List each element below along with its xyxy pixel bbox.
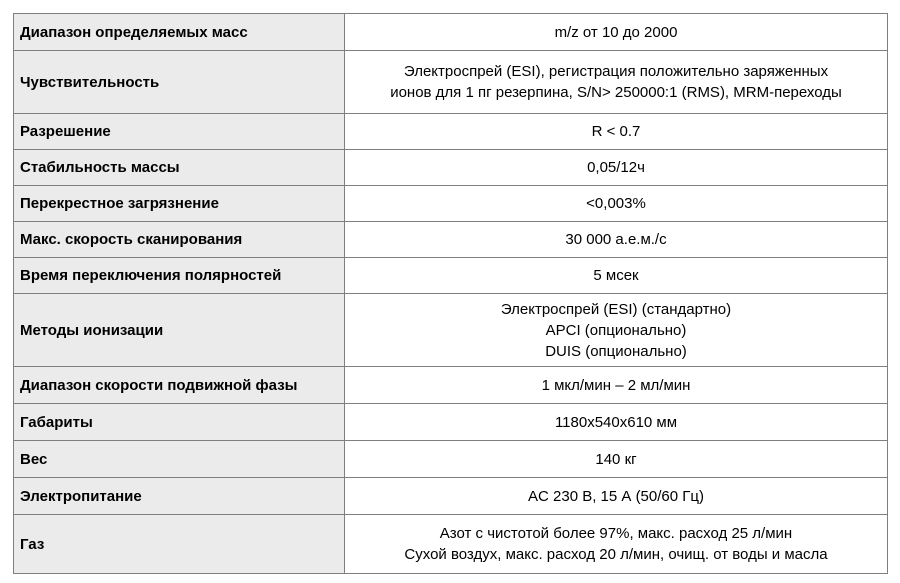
spec-row-gas	[14, 515, 888, 574]
spec-value	[345, 441, 888, 478]
spec-value-line: 30 000 а.е.м./с	[565, 231, 667, 248]
spec-label: Время переключения полярностей	[14, 258, 345, 294]
spec-row-scan-speed	[14, 222, 888, 258]
spec-value-line: APCI (опционально)	[545, 321, 687, 339]
specifications-table	[13, 13, 888, 574]
spec-value-line: <0,003%	[586, 195, 646, 212]
spec-row-polarity-switch	[14, 258, 888, 294]
spec-value-line: Электроспрей (ESI), регистрация положительно заряженных	[403, 63, 829, 80]
spec-label: Стабильность массы	[14, 150, 345, 186]
spec-row-cross-contamination	[14, 186, 888, 222]
spec-value-line: AC 230 В, 15 А (50/60 Гц)	[528, 487, 704, 505]
spec-row-power-supply	[14, 478, 888, 515]
spec-value-line: ионов для 1 пг резерпина, S/N> 250000:1 (RMS), MRM-переходы	[390, 84, 842, 101]
spec-value	[345, 150, 888, 186]
spec-label: Разрешение	[14, 114, 345, 150]
spec-value-line: 1 мкл/мин – 2 мл/мин	[541, 376, 691, 394]
spec-value-line: R < 0.7	[591, 123, 641, 140]
spec-label: Диапазон определяемых масс	[14, 14, 345, 51]
spec-label: Газ	[14, 515, 345, 574]
spec-value-line: Сухой воздух, макс. расход 20 л/мин, очищ. от воды и масла	[404, 546, 828, 563]
spec-label: Методы ионизации	[14, 294, 345, 367]
spec-row-mass-stability	[14, 150, 888, 186]
spec-row-sensitivity	[14, 51, 888, 114]
spec-label: Диапазон скорости подвижной фазы	[14, 367, 345, 404]
spec-value	[345, 294, 888, 367]
spec-value	[345, 478, 888, 515]
spec-row-flow-rate	[14, 367, 888, 404]
spec-value	[345, 186, 888, 222]
spec-label: Габариты	[14, 404, 345, 441]
spec-label: Вес	[14, 441, 345, 478]
spec-value	[345, 222, 888, 258]
spec-value-line: 0,05/12ч	[587, 159, 645, 176]
spec-label: Чувствительность	[14, 51, 345, 114]
spec-row-dimensions	[14, 404, 888, 441]
spec-value-line: DUIS (опционально)	[545, 342, 687, 360]
spec-value	[345, 258, 888, 294]
spec-value-line: 5 мсек	[593, 267, 639, 284]
spec-row-weight	[14, 441, 888, 478]
spec-value-line: 140 кг	[595, 450, 637, 468]
spec-row-resolution	[14, 114, 888, 150]
spec-value-line: Электроспрей (ESI) (стандартно)	[500, 300, 732, 318]
spec-row-mass-range	[14, 14, 888, 51]
spec-label: Макс. скорость сканирования	[14, 222, 345, 258]
spec-value	[345, 367, 888, 404]
spec-label: Электропитание	[14, 478, 345, 515]
spec-value-line: 1180x540x610 мм	[554, 413, 678, 431]
spec-value-line: Азот с чистотой более 97%, макс. расход 25 л/мин	[439, 525, 793, 542]
spec-value-line: m/z от 10 до 2000	[554, 23, 678, 41]
spec-value	[345, 404, 888, 441]
spec-value	[345, 114, 888, 150]
spec-value	[345, 14, 888, 51]
spec-value	[345, 515, 888, 574]
spec-row-ionization-methods	[14, 294, 888, 367]
spec-value	[345, 51, 888, 114]
spec-label: Перекрестное загрязнение	[14, 186, 345, 222]
